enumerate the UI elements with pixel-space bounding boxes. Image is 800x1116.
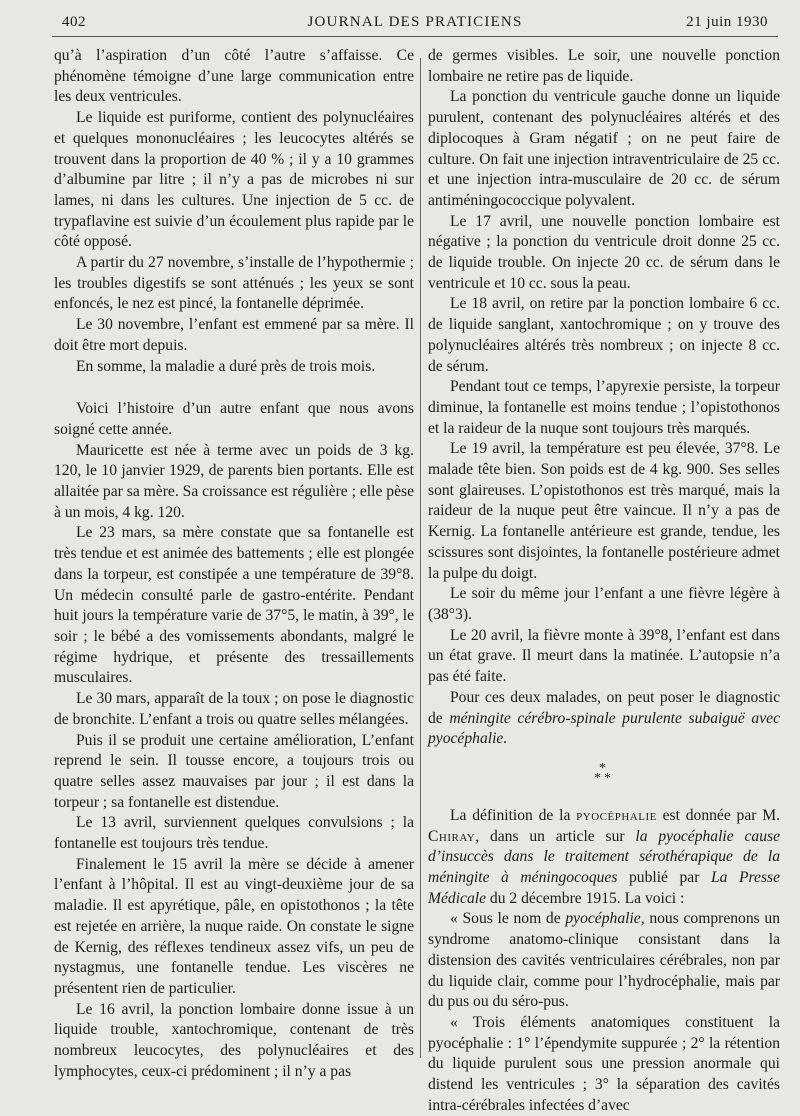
text-span: du 2 décembre 1915. La voici : [489,889,685,907]
paragraph: Le 20 avril, la fièvre monte à 39°8, l’enfant est dans un état grave. Il meurt dans la matinée. L’autopsie n’a pas été faite. [428,626,780,686]
italic-journal-name: La Presse Médicale [428,869,781,907]
paragraph: Le 30 mars, apparaît de la toux ; on pose le diagnostic de bronchite. L’enfant a trois ou quatre selles mélangées. [54,690,414,728]
italic-diagnosis: méningite cérébro-spinale purulente subaiguë avec pyocéphalie. [428,709,780,748]
italic-article-title: la pyocéphalie cause d’insuccès dans le traitement sérothérapique de la méningite à méningocoques [428,827,781,887]
paragraph: Mauricette est née à terme avec un poids de 3 kg. 120, le 10 janvier 1929, de parents bien portants. Elle est allaitée par sa mère. Sa croissance est régulière ; elle pèse à un mois, 4 kg. 120. [54,441,414,521]
text-span: « Sous le nom de [450,910,561,928]
text-span: publié par [628,869,700,887]
paragraph: qu’à l’aspiration d’un côté l’autre s’affaisse. Ce phénomène témoigne d’une large communication entre les deux ventricules. [54,47,414,106]
column-divider [420,58,421,1058]
paragraph: Le 18 avril, on retire par la ponction lombaire 6 cc. de liquide sanglant, xantochromique ; on y trouve des polynucléaires altérés très nombreux ; on injecte 8 cc. de sérum. [428,295,780,375]
issue-date: 21 juin 1930 [686,14,768,30]
text-span: est donnée par M. [662,806,780,824]
paragraph: En somme, la maladie a duré près de trois mois. [76,357,376,375]
text-span: Pour ces deux malades, on peut poser le diagnostic de [428,688,780,727]
text-span: La définition de la [450,806,571,824]
paragraph: « Trois éléments anatomiques constituent la pyocéphalie : 1° l’épendymite suppurée ; 2° la rétention du liquide purulent sous une pression anormale qui distend les ventricules ; 3° la séparation des cavités intra-cérébrales infectées d’avec [428,1013,780,1114]
paragraph: de germes visibles. Le soir, une nouvelle ponction lombaire ne retire pas de liquide. [428,47,780,85]
paragraph: Le 19 avril, la température est peu élevée, 37°8. Le malade tête bien. Son poids est de 4 kg. 900. Ses selles sont glaireuses. L’opistothonos est très marqué, mais la raideur de la nuque peut être vaincue. Il n’y a pas de Kernig. La fontanelle antérieure est grande, tendue, les scissures sont disjointes, la fontanelle postérieure admet la pulpe du doigt. [428,440,780,582]
paragraph: Le soir du même jour l’enfant a une fièvre légère à (38°3). [428,585,780,623]
paragraph: Le 30 novembre, l’enfant est emmené par sa mère. Il doit être mort depuis. [54,316,414,354]
text-span: nous comprenons un syndrome anatomo-clinique consistant dans la distension des cavités ventriculaires cérébrales, non par du liquide clair, comme pour l’hydrocéphalie, mais par du pus ou du séro-pus. [428,910,781,1011]
section-gap [54,377,414,399]
author-name: Chiray [428,827,476,845]
page-number: 402 [62,14,86,30]
paragraph [428,688,780,750]
section-asterisks: * ** [594,760,614,786]
paragraph: Le 23 mars, sa mère constate que sa fontanelle est très tendue et est animée des battements ; elle est plongée dans la torpeur, est constipée a une température de 39°8. Un médecin consulté parle de gastro-entérite. Pendant huit jours la température varie de 37°5, le matin, à 39°, le soir ; le bébé a des vomissements abondants, malgré le régime hydrique, et présente des tressaillements musculaires. [54,524,414,687]
paragraph [428,909,780,1013]
paragraph: Le 16 avril, la ponction lombaire donne issue à un liquide trouble, xantochromique, contenant de très nombreux leucocytes, des polynucléaires et des lymphocytes, ceux-ci prédominent ; il n’y a pas [54,1000,414,1080]
paragraph: A partir du 27 novembre, s’installe de l’hypothermie ; les troubles digestifs se sont atténués ; les yeux se sont enfoncés, le nez est pincé, la fontanelle déprimée. [54,254,414,313]
paragraph [428,806,780,910]
paragraph: La ponction du ventricule gauche donne un liquide purulent, contenant des polynucléaires altérés et des diplocoques à Gram négatif ; on ne peut faire de culture. On fait une injection intraventriculaire de 25 cc. et une injection intra-musculaire de 20 cc. de sérum antiméningococcique polyvalent. [428,88,780,209]
italic-term: pyocéphalie, [565,910,645,928]
small-caps-term: pyocéphalie [576,806,657,824]
text-span: , dans un article sur [475,827,625,845]
page-header [62,12,768,34]
left-column [54,46,414,1082]
paragraph: Puis il se produit une certaine amélioration, L’enfant reprend le sein. Il tousse encore, a toujours trois ou quatre selles assez mauvaises par jour ; il est dans la torpeur ; sa fontanelle est distendue. [54,731,414,811]
paragraph: Finalement le 15 avril la mère se décide à amener l’enfant à l’hôpital. Il est au vingt-deuxième jour de sa maladie. Il est apyrétique, pâle, en opistothonos ; la tête est rejetée en arrière, la nuque raide. On constate le signe de Kernig, des réflexes tendineux assez vifs, un peu de nystagmus, une fontanelle tendue. Les viscères ne présentent rien de particulier. [54,855,414,997]
paragraph: Le 17 avril, une nouvelle ponction lombaire est négative ; la ponction du ventricule droit donne 25 cc. de liquide trouble. On injecte 20 cc. de sérum dans le ventricule et 10 cc. sous la peau. [428,212,780,292]
paragraph: Le liquide est puriforme, contient des polynucléaires et quelques mononucléaires ; les leucocytes altérés se trouvent dans la proportion de 40 % ; il y a 10 grammes d’albumine par litre ; il n’y a pas de microbes ni sur lames, ni dans les cultures. Une injection de 5 cc. de trypaflavine est suivie d’un écoulement plus rapide par le côté opposé. [54,109,414,251]
right-column [428,46,780,1116]
header-rule [52,36,778,37]
paragraph: Voici l’histoire d’un autre enfant que nous avons soigné cette année. [54,400,414,438]
journal-title: JOURNAL DES PRATICIENS [307,14,523,30]
paragraph: Le 13 avril, surviennent quelques convulsions ; la fontanelle est toujours très tendue. [54,814,414,853]
paragraph: Pendant tout ce temps, l’apyrexie persiste, la torpeur diminue, la fontanelle est moins tendue ; l’opistothonos et la raideur de la nuque sont toujours très marqués. [428,378,780,437]
